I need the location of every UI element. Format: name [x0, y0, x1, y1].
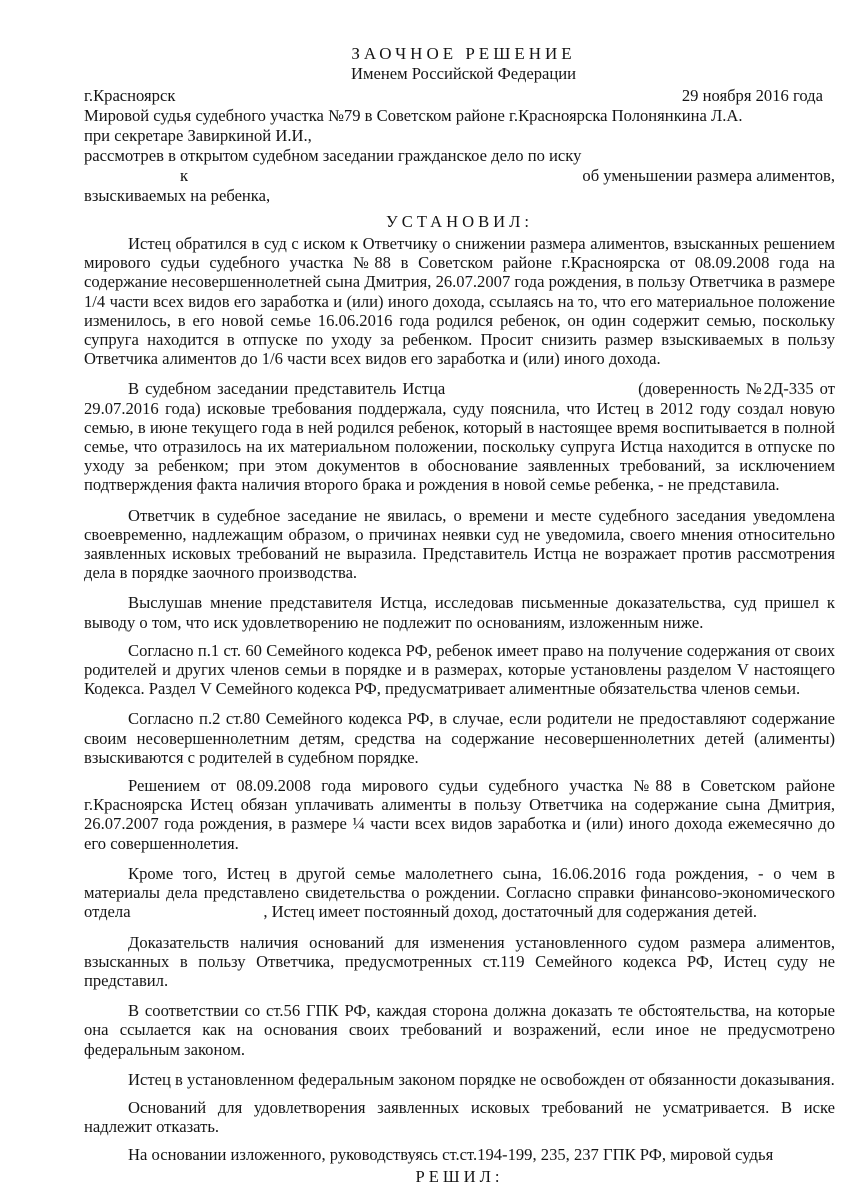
- decision-date: 29 ноября 2016 года: [681, 86, 823, 105]
- paragraph-burden-of-proof: Истец в установленном федеральным законом порядке не освобожден от обязанности доказывания.: [128, 1069, 835, 1089]
- document-subtitle: Именем Российской Федерации: [350, 64, 577, 83]
- paragraph-previous-decision: Решением от 08.09.2008 года мирового судьи судебного участка №88 в Советском районе г.Красноярска Истец обязан уплачивать алименты в пользу Ответчика на содержание сына Дмитрия, 26.07.2007 года рождения, в размере ¼ части всех видов заработка и (или) иного дохода ежемесячно до его совершеннолетия.: [84, 776, 835, 853]
- paragraph-family-code-80: Согласно п.2 ст.80 Семейного кодекса РФ, в случае, если родители не предоставляют содержание своим несовершеннолетним детям, средства на содержание несовершеннолетних детей (алименты) взыскиваются с родителей в судебном порядке.: [84, 709, 835, 767]
- document-title: ЗАОЧНОЕ РЕШЕНИЕ: [351, 44, 576, 63]
- defendant-row: [84, 166, 835, 186]
- established-heading: УСТАНОВИЛ:: [386, 212, 533, 231]
- paragraph-second-child: Кроме того, Истец в другой семье малолетнего сына, 16.06.2016 года рождения, - о чем в материалы дела представлено свидетельства о рождении. Согласно справки финансово-экономического отдела , Истец имеет постоянный доход, достаточный для содержания детей.: [84, 863, 840, 922]
- case-line: рассмотрев в открытом судебном заседании гражданское дело по иску: [84, 146, 582, 165]
- city: г.Красноярск: [84, 86, 176, 105]
- subject-line: об уменьшении размера алиментов,: [582, 166, 835, 185]
- decided-heading: РЕШИЛ:: [415, 1166, 504, 1186]
- paragraph-gpk-56: В соответствии со ст.56 ГПК РФ, каждая сторона должна доказать те обстоятельства, на которые она ссылается как на основания своих требований и возражений, если иное не предусмотрено федеральным законом.: [84, 1001, 835, 1059]
- paragraph-no-evidence: Доказательств наличия оснований для изменения установленного судом размера алиментов, взысканных в пользу Ответчика, предусмотренных ст.119 Семейного кодекса РФ, Истец суду не представил.: [84, 932, 835, 990]
- defendant-prefix: к: [180, 166, 189, 185]
- paragraph-claim: Истец обратился в суд с иском к Ответчику о снижении размера алиментов, взысканных решением мирового судьи судебного участка №88 в Советском районе г.Красноярска от 08.09.2008 года на содержание несовершеннолетней сына Дмитрия, 26.07.2007 года рождения, в пользу Ответчика в размере 1/4 части всех видов его заработка и (или) иного дохода, ссылаясь на то, что его материальное положение изменилось, в его новой семье 16.06.2016 года родился ребенок, он один содержит семью, поскольку супруга находится в отпуске по уходу за ребенком. Просит снизить размер взыскиваемых в пользу Ответчика алиментов до 1/6 части всех видов его заработка и (или) иного дохода.: [84, 234, 835, 369]
- paragraph-family-code-60: Согласно п.1 ст. 60 Семейного кодекса РФ, ребенок имеет право на получение содержания от своих родителей и других членов семьи в порядке и в размерах, которые установлены разделом V настоящего Кодекса. Раздел V Семейного кодекса РФ, предусматривает алиментные обязательства членов семьи.: [84, 640, 835, 699]
- paragraph-defendant-absent: Ответчик в судебное заседание не явилась, о времени и месте судебного заседания уведомлена своевременно, надлежащим образом, о причинах неявки суд не уведомила, своего мнения относительно заявленных исковых требований не выразила. Представитель Истца не возражает против рассмотрения дела в порядке заочного производства.: [84, 505, 835, 583]
- secretary-line: при секретаре Завиркиной И.И.,: [84, 126, 312, 145]
- paragraph-refusal: Оснований для удовлетворения заявленных исковых требований не усматривается. В иске надлежит отказать.: [84, 1097, 835, 1137]
- judge-line: Мировой судья судебного участка №79 в Советском районе г.Красноярска Полонянкина Л.А.: [84, 106, 743, 125]
- place-date-row: [84, 86, 835, 106]
- paragraph-legal-basis: На основании изложенного, руководствуясь ст.ст.194-199, 235, 237 ГПК РФ, мировой судья: [128, 1145, 774, 1165]
- paragraph-representative: В судебном заседании представитель Истца (доверенность №2Д-335 от 29.07.2016 года) исковые требования поддержала, суду пояснила, что Истец в 2012 году создал новую семью, в июне текущего года в ней родился ребенок, который в настоящее время воспитывается в полной семье, что отразилось на их материальном положении, поскольку супруга Истца находится в отпуске по уходу за ребенком; при этом документов в обоснование заявленных требований, за исключением подтверждения факта наличия второго брака и рождения в новой семье ребенка, - не представила.: [84, 379, 840, 495]
- paragraph-conclusion: Выслушав мнение представителя Истца, исследовав письменные доказательства, суд пришел к выводу о том, что иск удовлетворению не подлежит по основаниям, изложенным ниже.: [84, 593, 835, 632]
- subject-continuation: взыскиваемых на ребенка,: [84, 186, 271, 205]
